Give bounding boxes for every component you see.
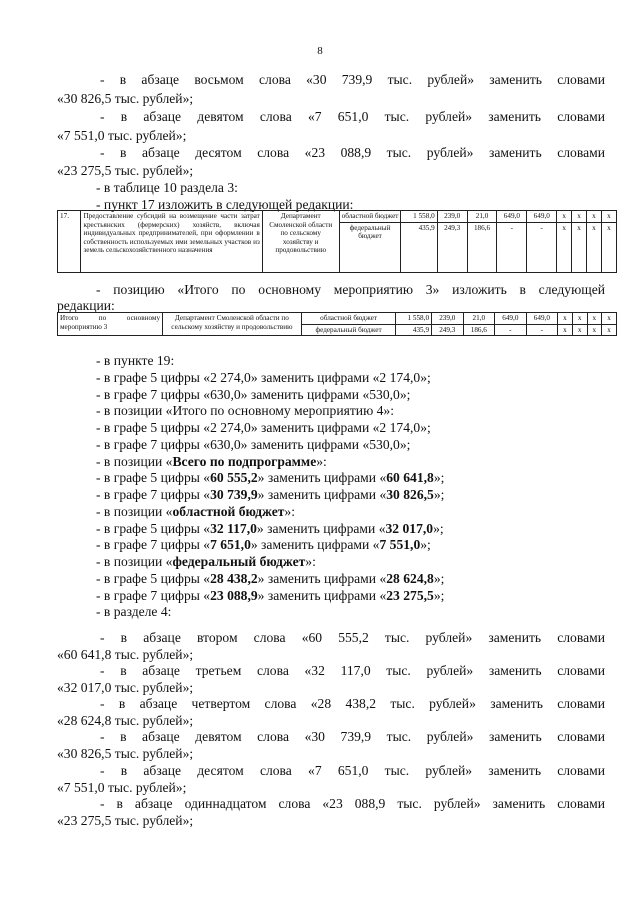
funding-source: областной бюджет xyxy=(301,313,396,325)
list-text: » заменить цифрами « xyxy=(250,537,380,553)
table-cell: x xyxy=(587,211,602,223)
table-cell: 239,0 xyxy=(432,313,464,325)
final-line: - в абзаце десятом слова «7 651,0 тыс. рублей» заменить словами xyxy=(100,763,605,778)
table-cell: 649,0 xyxy=(497,211,527,223)
table-cell: x xyxy=(558,313,573,325)
list-text: - в графе 7 цифры « xyxy=(96,537,211,553)
list-text: »; xyxy=(433,487,445,502)
table-cell: - xyxy=(526,324,558,336)
final-line: «7 551,0 тыс. рублей»; xyxy=(57,780,187,795)
bold-value: 60 555,2 xyxy=(210,470,258,486)
table-cell: 649,0 xyxy=(527,211,557,223)
bold-value: 28 438,2 xyxy=(210,570,258,586)
table-cell: 186,6 xyxy=(463,324,495,336)
table-cell: 1 558,0 xyxy=(396,313,432,325)
bold-value: 7 551,0 xyxy=(379,537,421,553)
table-cell: 239,0 xyxy=(437,211,467,223)
table-cell: x xyxy=(572,211,587,223)
table-row xyxy=(58,313,617,325)
list-text: »; xyxy=(433,520,444,536)
list-item xyxy=(96,603,605,620)
table-cell: x xyxy=(557,211,572,223)
list-text: »: xyxy=(316,453,327,469)
final-line: - в абзаце четвертом слова «28 438,2 тыс. рублей» заменить словами xyxy=(100,696,605,711)
table-row xyxy=(58,211,617,223)
final-line: - в абзаце одиннадцатом слова «23 088,9 тыс. рублей» заменить словами xyxy=(100,796,605,811)
table-cell: 649,0 xyxy=(495,313,527,325)
list-text: »; xyxy=(433,470,445,486)
table-cell: x xyxy=(572,313,587,325)
table-cell: 249,3 xyxy=(432,324,464,336)
table-cell: x xyxy=(602,324,617,336)
table-cell: x xyxy=(601,211,616,223)
mid-line: редакции: xyxy=(57,298,115,313)
total-table xyxy=(57,312,617,336)
final-line: «23 275,5 тыс. рублей»; xyxy=(57,813,194,828)
table-cell: x xyxy=(572,222,587,272)
list-item xyxy=(96,386,605,403)
funding-source: федеральный бюджет xyxy=(301,324,396,336)
intro-line: - в абзаце девятом слова «7 651,0 тыс. рублей» заменить словами xyxy=(100,109,605,124)
list-text: - в графе 7 цифры « xyxy=(96,487,211,502)
bold-value: 23 088,9 xyxy=(210,587,258,603)
intro-line: «7 551,0 тыс. рублей»; xyxy=(57,128,187,143)
list-text: - в разделе 4: xyxy=(96,604,172,620)
list-text: - в позиции « xyxy=(96,554,173,569)
bold-value: 32 017,0 xyxy=(385,520,434,536)
final-line: «28 624,8 тыс. рублей»; xyxy=(57,713,194,728)
final-line: «32 017,0 тыс. рублей»; xyxy=(57,680,194,695)
intro-line: «23 275,5 тыс. рублей»; xyxy=(57,163,194,178)
table-cell: x xyxy=(558,324,573,336)
page-number: 8 xyxy=(317,45,323,57)
list-item xyxy=(96,486,605,503)
table-cell: - xyxy=(497,222,527,272)
table-cell: x xyxy=(557,222,572,272)
bold-value: федеральный бюджет xyxy=(172,554,306,569)
list-text: - в графе 5 цифры « xyxy=(96,520,211,536)
list-item xyxy=(96,587,605,604)
list-text: » заменить цифрами « xyxy=(257,587,387,603)
list-text: »; xyxy=(433,570,445,586)
total-label: Итого по основному мероприятию 3 xyxy=(58,313,163,336)
table-cell: x xyxy=(587,222,602,272)
executor: Департамент Смоленской области по сельскому хозяйству и продовольствию xyxy=(262,211,339,273)
list-text: - в графе 7 цифры «630,0» заменить цифрами «530,0»; xyxy=(96,436,411,452)
list-text: - в графе 5 цифры «2 274,0» заменить цифрами «2 174,0»; xyxy=(96,369,431,385)
final-line: - в абзаце девятом слова «30 739,9 тыс. рублей» заменить словами xyxy=(100,729,605,744)
list-text: - в графе 5 цифры « xyxy=(96,570,211,586)
bold-value: 7 651,0 xyxy=(210,537,251,553)
list-item xyxy=(96,570,605,587)
list-text: - в позиции « xyxy=(96,453,173,469)
table-cell: 435,9 xyxy=(396,324,432,336)
final-line: - в абзаце третьем слова «32 117,0 тыс. рублей» заменить словами xyxy=(100,663,605,678)
list-item xyxy=(96,453,605,470)
executor: Департамент Смоленской области по сельскому хозяйству и продовольствию xyxy=(163,313,302,336)
list-item xyxy=(96,436,605,453)
list-text: »: xyxy=(305,554,316,569)
table-cell: x xyxy=(601,222,616,272)
table-cell: 1 558,0 xyxy=(401,211,437,223)
intro-line: - в абзаце десятом слова «23 088,9 тыс. рублей» заменить словами xyxy=(100,145,605,160)
list-text: » заменить цифрами « xyxy=(257,570,387,586)
list-text: »; xyxy=(420,537,431,553)
list-item xyxy=(96,469,605,486)
list-item xyxy=(96,419,605,436)
list-text: »; xyxy=(433,587,445,603)
list-item xyxy=(96,503,605,520)
list-item xyxy=(96,553,605,570)
list-item xyxy=(96,520,605,537)
list-item xyxy=(96,369,605,386)
intro-line: - пункт 17 изложить в следующей редакции: xyxy=(96,197,354,212)
list-text: - в графе 7 цифры « xyxy=(96,587,211,603)
list-text: - в графе 5 цифры « xyxy=(96,470,211,486)
list-text: » заменить цифрами « xyxy=(257,487,387,502)
table-cell: 21,0 xyxy=(467,211,497,223)
bold-value: областной бюджет xyxy=(172,503,285,519)
table-cell: x xyxy=(572,324,587,336)
list-text: » заменить цифрами « xyxy=(256,520,386,536)
list-text: - в позиции «Итого по основному мероприятию 4»: xyxy=(96,403,394,419)
bold-value: 23 275,5 xyxy=(386,587,434,603)
list-item xyxy=(96,352,605,369)
table-cell: 21,0 xyxy=(463,313,495,325)
final-line: «30 826,5 тыс. рублей»; xyxy=(57,746,194,761)
list-text: - в пункте 19: xyxy=(96,353,175,368)
list-text: - в графе 5 цифры «2 274,0» заменить цифрами «2 174,0»; xyxy=(96,420,431,435)
table-cell: 186,6 xyxy=(467,222,497,272)
bold-value: 30 739,9 xyxy=(210,487,258,502)
table-cell: x xyxy=(587,324,602,336)
final-line: - в абзаце втором слова «60 555,2 тыс. рублей» заменить словами xyxy=(100,630,605,645)
table-cell: 435,9 xyxy=(401,222,437,272)
table-cell: 649,0 xyxy=(526,313,558,325)
funding-source: областной бюджет xyxy=(339,211,401,223)
bold-value: 32 117,0 xyxy=(210,520,257,536)
bold-value: 60 641,8 xyxy=(386,470,434,486)
intro-line: «30 826,5 тыс. рублей»; xyxy=(57,91,194,106)
final-line: «60 641,8 тыс. рублей»; xyxy=(57,647,194,662)
table-cell: x xyxy=(587,313,602,325)
item-name: Предоставление субсидий на возмещение части затрат крестьянских (фермерских) хозяйств, включая индивидуальных предпринимателей, при оформлении в собственность используемых ими земельных участков из земель сельскохозяйственного назначения xyxy=(81,211,262,273)
bold-value: Всего по подпрограмме xyxy=(172,453,317,469)
list-text: - в позиции « xyxy=(96,503,173,519)
list-text: » заменить цифрами « xyxy=(257,470,387,486)
list-text: »: xyxy=(284,503,295,519)
item-number: 17. xyxy=(58,211,81,273)
bold-value: 28 624,8 xyxy=(386,570,434,586)
bold-value: 30 826,5 xyxy=(386,487,434,502)
list-item xyxy=(96,402,605,419)
intro-line: - в таблице 10 раздела 3: xyxy=(96,180,238,195)
list-item xyxy=(96,536,605,553)
funding-source: федеральный бюджет xyxy=(339,222,401,272)
table-cell: x xyxy=(602,313,617,325)
item17-table xyxy=(57,210,617,273)
mid-line: - позицию «Итого по основному мероприятию 3» изложить в следующей xyxy=(96,282,605,297)
table-cell: - xyxy=(527,222,557,272)
table-cell: 249,3 xyxy=(437,222,467,272)
intro-line: - в абзаце восьмом слова «30 739,9 тыс. рублей» заменить словами xyxy=(100,72,605,87)
list-text: - в графе 7 цифры «630,0» заменить цифрами «530,0»; xyxy=(96,386,411,402)
table-cell: - xyxy=(495,324,527,336)
